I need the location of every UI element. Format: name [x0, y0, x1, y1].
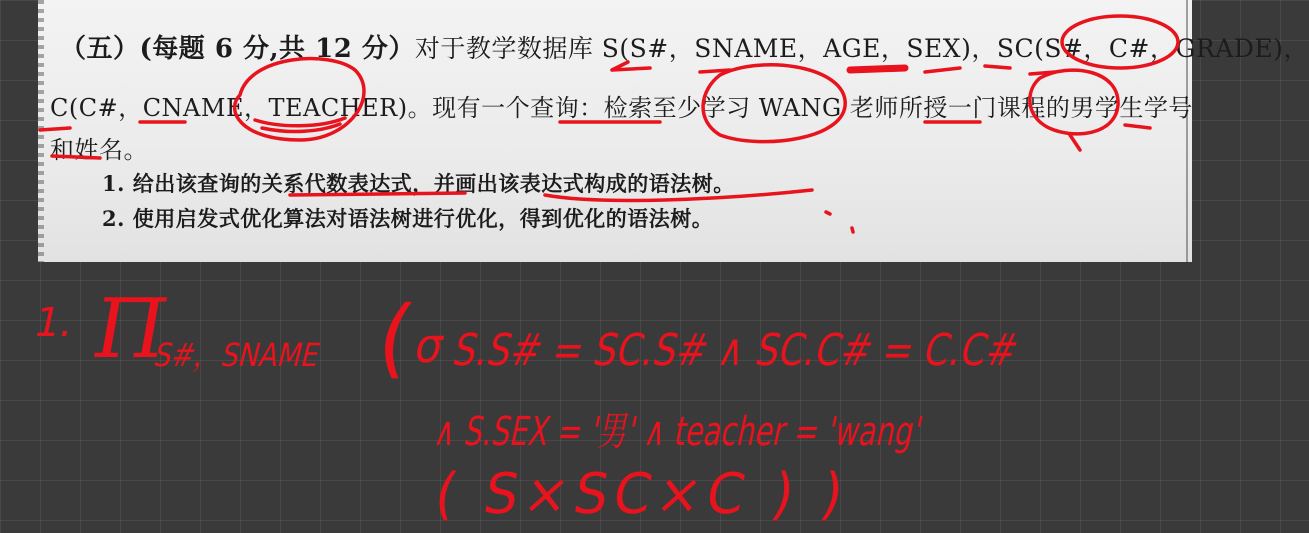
projection-attributes: S#，SNAME	[150, 336, 325, 374]
question-photo	[38, 0, 1309, 262]
question-line-2: C(C#，CNAME，TEACHER)。现有一个查询：检索至少学习 WANG 老师所授一门课程的男学生学号	[50, 94, 1193, 122]
cartesian-product-relations: ( S×SC×C ) )	[430, 462, 854, 527]
question-item-1: 1. 给出该查询的关系代数表达式，并画出该表达式构成的语法树。	[102, 171, 735, 196]
question-line-3: 和姓名。	[50, 136, 148, 164]
paper-left-edge	[38, 0, 44, 262]
question-intro: 对于教学数据库 S(S#，SNAME，AGE，SEX)，SC(S#，C#，GRADE)，	[414, 34, 1309, 63]
selection-condition-line-1: S.S# = SC.S# ∧ SC.C# = C.C#	[448, 325, 1024, 376]
question-item-2: 2. 使用启发式优化算法对语法树进行优化，得到优化的语法树。	[102, 206, 714, 231]
answer-number: 1.	[30, 300, 78, 346]
selection-symbol: σ	[410, 318, 450, 374]
open-paren: (	[370, 288, 422, 388]
question-heading-line	[60, 28, 1309, 65]
projection-symbol: Π	[86, 282, 175, 377]
question-heading: （五）(每题 6 分,共 12 分）	[60, 34, 415, 64]
selection-condition-line-2: ∧ S.SEX = '男' ∧ teacher = 'wang'	[430, 409, 927, 455]
